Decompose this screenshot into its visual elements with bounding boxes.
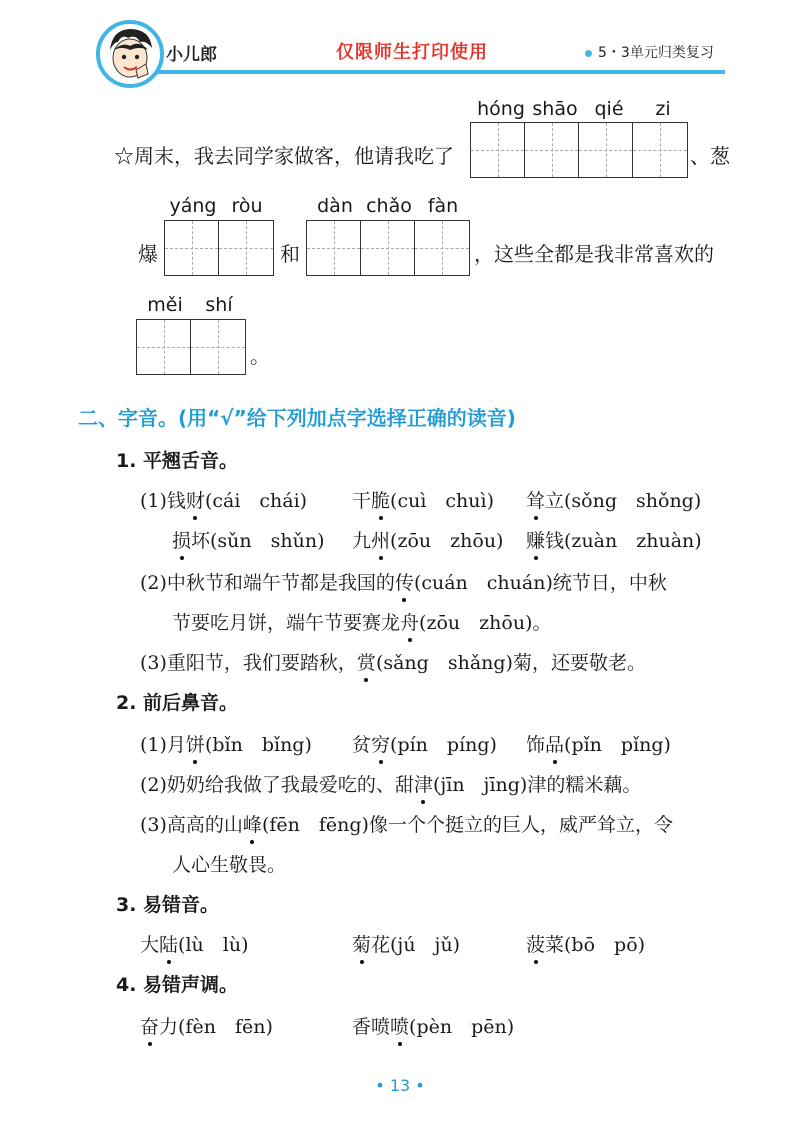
print-notice: 仅限师生打印使用	[336, 42, 488, 63]
paragraph-s2-2	[140, 770, 641, 797]
dotted-character: 穷	[371, 730, 390, 757]
item-text: 贫	[352, 734, 372, 756]
item-s1-r1-2	[526, 486, 701, 513]
dotted-character: 喷	[390, 1012, 409, 1039]
item-text: (lù lù)	[178, 934, 249, 956]
pinyin-syllable: dàn	[317, 195, 353, 217]
item-s2-r1-2	[526, 730, 671, 757]
item-text: (cuì chuì)	[390, 490, 495, 512]
item-s2-r1-0	[140, 730, 312, 757]
grid-cell[interactable]	[137, 320, 191, 374]
item-s4-r1-0	[140, 1012, 273, 1039]
dotted-character: 耸	[526, 486, 545, 513]
dotted-character: 州	[371, 526, 390, 553]
unit-label-text: 5・3单元归类复习	[598, 45, 714, 61]
item-text: 九	[352, 530, 372, 552]
item-s2-r1-1	[352, 730, 497, 757]
dotted-character: 脆	[371, 486, 390, 513]
item-text: (2)奶奶给我做了我最爱吃的、甜	[140, 774, 414, 796]
paragraph-s1-2a	[140, 568, 667, 595]
pinyin-syllable: shí	[205, 294, 233, 316]
item-text: 香喷	[352, 1016, 391, 1038]
item-text: (1)月	[140, 734, 186, 756]
item-text: (fēn fēng)像一个个挺立的巨人，威严耸立，令	[261, 814, 673, 836]
item-text: (cuán chuán)统节日，中秋	[413, 572, 667, 594]
pinyin-syllable: qié	[594, 98, 624, 120]
sentence-line-1: ☆周末，我去同学家做客，他请我吃了	[114, 144, 454, 168]
grid-cell[interactable]	[415, 221, 469, 275]
dotted-character: 品	[545, 730, 564, 757]
pinyin-syllable: yáng	[169, 195, 217, 217]
grid-cell[interactable]	[361, 221, 415, 275]
sentence-line-3-end: 。	[250, 344, 270, 368]
subsection-title-3: 3. 易错音。	[116, 894, 220, 916]
item-text: (sǎng shǎng)菊，还要敬老。	[375, 652, 646, 674]
paragraph-s1-2b	[172, 608, 551, 635]
item-s1-r2-1	[352, 526, 503, 553]
dotted-character: 舟	[400, 608, 419, 635]
brand-name: 小儿郎	[166, 45, 217, 65]
item-s1-r1-1	[352, 486, 494, 513]
dotted-character: 赚	[526, 526, 545, 553]
writing-grid-dan-chao-fan[interactable]	[306, 220, 470, 276]
pinyin-syllable: chǎo	[366, 195, 412, 217]
item-s1-r1-0	[140, 486, 307, 513]
dotted-character: 传	[395, 568, 414, 595]
subsection-title-4: 4. 易错声调。	[116, 974, 239, 996]
item-text: (pín píng)	[390, 734, 497, 756]
item-text: (1)钱	[140, 490, 186, 512]
sentence-line-2-start: 爆	[138, 242, 158, 266]
pinyin-row-2a	[166, 195, 274, 217]
boy-mascot-icon	[96, 20, 164, 88]
grid-cell[interactable]	[191, 320, 245, 374]
item-s3-r1-2	[526, 930, 645, 957]
item-text: (3)重阳节，我们要踏秋，	[140, 652, 357, 674]
pinyin-syllable: hóng	[477, 98, 525, 120]
subsection-title-2: 2. 前后鼻音。	[116, 692, 239, 714]
item-s3-r1-1	[352, 930, 460, 957]
item-text: 饰	[526, 734, 546, 756]
item-text: (2)中秋节和端午节都是我国的	[140, 572, 395, 594]
item-text: (zōu zhōu)	[390, 530, 504, 552]
pinyin-row-1	[474, 98, 690, 120]
grid-cell[interactable]	[579, 123, 633, 177]
dotted-character: 菠	[526, 930, 545, 957]
item-text: 花(jú jǔ)	[371, 934, 461, 956]
item-s3-r1-0	[140, 930, 248, 957]
item-text: (jīn jīng)津的糯米藕。	[432, 774, 642, 796]
paragraph-s1-3	[140, 648, 646, 675]
writing-grid-hong-shao-qie-zi[interactable]	[470, 122, 688, 178]
item-text: 节要吃月饼，端午节要赛龙	[172, 612, 401, 634]
dotted-character: 陆	[159, 930, 178, 957]
item-text: (cái chái)	[204, 490, 308, 512]
grid-cell[interactable]	[525, 123, 579, 177]
dotted-character: 饼	[186, 730, 205, 757]
dotted-character: 峰	[243, 810, 262, 837]
item-text: (zōu zhōu)。	[419, 612, 552, 634]
grid-cell[interactable]	[471, 123, 525, 177]
bullet-dot-icon	[585, 50, 592, 57]
dotted-character: 津	[414, 770, 433, 797]
item-text: (3)高高的山	[140, 814, 243, 836]
pinyin-syllable: shāo	[532, 98, 578, 120]
item-text: 坏(sǔn shǔn)	[191, 530, 325, 552]
item-s4-r1-1	[352, 1012, 514, 1039]
paragraph-s2-3b: 人心生敬畏。	[172, 854, 287, 876]
unit-label	[585, 42, 714, 62]
item-text: (pǐn pǐng)	[564, 734, 671, 756]
dotted-character: 财	[186, 486, 205, 513]
sentence-line-1-end: 、葱	[690, 144, 730, 168]
sentence-line-2-end: ，这些全都是我非常喜欢的	[474, 242, 714, 266]
pinyin-row-3	[138, 294, 246, 316]
item-s1-r2-2	[526, 526, 702, 553]
item-text: 钱(zuàn zhuàn)	[545, 530, 702, 552]
grid-cell[interactable]	[633, 123, 687, 177]
pinyin-row-2b	[308, 195, 470, 217]
pinyin-syllable: zi	[655, 98, 671, 120]
item-text: 干	[352, 490, 372, 512]
item-s1-r2-0	[172, 526, 325, 553]
item-text: 力(fèn fēn)	[159, 1016, 273, 1038]
writing-grid-yang-rou[interactable]	[164, 220, 274, 276]
item-text: 菜(bō pō)	[545, 934, 646, 956]
sentence-line-2-mid: 和	[280, 242, 300, 266]
item-text: (pèn pēn)	[409, 1016, 515, 1038]
paragraph-s2-3a	[140, 810, 673, 837]
item-text: 大	[140, 934, 160, 956]
pinyin-syllable: měi	[147, 294, 183, 316]
dotted-character: 菊	[352, 930, 371, 957]
grid-cell[interactable]	[165, 221, 219, 275]
item-text: (bǐn bǐng)	[204, 734, 312, 756]
dotted-character: 奋	[140, 1012, 159, 1039]
pinyin-syllable: fàn	[427, 195, 459, 217]
dotted-character: 损	[172, 526, 191, 553]
section-title: 二、字音。(用“√”给下列加点字选择正确的读音)	[78, 406, 516, 430]
item-text: 立(sǒng shǒng)	[545, 490, 702, 512]
writing-grid-mei-shi[interactable]	[136, 319, 246, 375]
header-rule	[150, 70, 725, 74]
pinyin-syllable: ròu	[231, 195, 263, 217]
dotted-character: 赏	[357, 648, 376, 675]
page-number: • 13 •	[375, 1076, 425, 1095]
grid-cell[interactable]	[307, 221, 361, 275]
subsection-title-1: 1. 平翘舌音。	[116, 450, 239, 472]
grid-cell[interactable]	[219, 221, 273, 275]
